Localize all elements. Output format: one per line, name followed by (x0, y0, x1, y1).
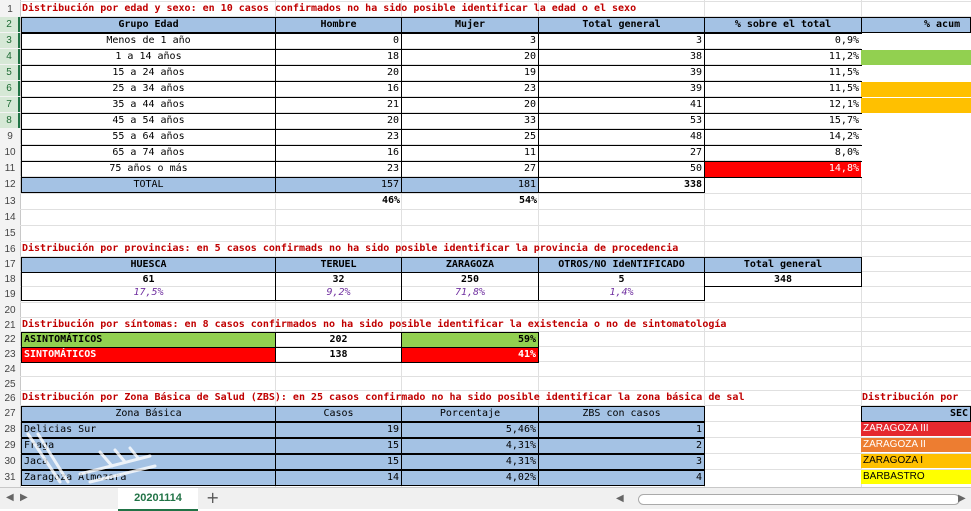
zbs-header-count: ZBS con casos (538, 406, 705, 422)
age-header-female: Mujer (401, 17, 539, 33)
age-male-cell: 18 (275, 49, 402, 66)
age-header-pct: % sobre el total (704, 17, 862, 33)
age-total-cell: 3 (538, 33, 705, 50)
sector-title: Distribución por (862, 392, 959, 403)
zbs-zone-cell: Fraga (21, 438, 276, 454)
age-female-cell: 23 (401, 81, 539, 98)
prov-header-0: HUESCA (21, 257, 276, 273)
age-group-cell: 35 a 44 años (21, 97, 276, 114)
age-group-cell: Menos de 1 año (21, 33, 276, 50)
row-header[interactable]: 4 (0, 49, 20, 64)
age-cum-cell (861, 82, 971, 97)
asint-value: 202 (275, 332, 402, 348)
age-header-total: Total general (538, 17, 705, 33)
age-group-cell: 15 a 24 años (21, 65, 276, 82)
watermark-logo (20, 404, 160, 486)
row-header[interactable]: 18 (4, 274, 16, 285)
row-header[interactable]: 10 (4, 147, 16, 158)
row-header[interactable]: 19 (4, 289, 16, 300)
age-total-cell: 53 (538, 113, 705, 130)
age-total-cell: 27 (538, 145, 705, 162)
age-total-cell: 50 (538, 161, 705, 178)
age-group-cell: 45 a 54 años (21, 113, 276, 130)
prov-pct-3: 1,4% (538, 286, 705, 301)
row-header[interactable]: 11 (4, 163, 16, 174)
sector-cell: ZARAGOZA II (861, 438, 971, 452)
prov-pct-1: 9,2% (275, 286, 402, 301)
age-male-cell: 16 (275, 81, 402, 98)
age-cum-cell (861, 98, 971, 113)
prov-value-4: 348 (704, 272, 862, 287)
zbs-cases-cell: 15 (275, 454, 402, 470)
zbs-pct-cell: 4,31% (401, 438, 539, 454)
horizontal-scrollbar[interactable] (612, 492, 970, 505)
zbs-header-zone: Zona Básica (21, 406, 276, 422)
row-header[interactable]: 31 (4, 472, 16, 483)
age-pct-cell: 0,9% (704, 33, 862, 50)
age-header-group: Grupo Edad (21, 17, 276, 33)
zbs-cases-cell: 19 (275, 422, 402, 438)
age-total-female: 181 (401, 177, 539, 193)
prov-value-1: 32 (275, 272, 402, 287)
row-header[interactable]: 22 (4, 334, 16, 345)
zbs-cases-cell: 14 (275, 470, 402, 486)
age-female-cell: 3 (401, 33, 539, 50)
age-pct-cell: 12,1% (704, 97, 862, 114)
prov-header-2: ZARAGOZA (401, 257, 539, 273)
row-header[interactable]: 14 (4, 212, 16, 223)
age-pct-cell: 11,5% (704, 81, 862, 98)
age-pct-cell: 14,2% (704, 129, 862, 146)
prov-header-1: TERUEL (275, 257, 402, 273)
sector-cell: BARBASTRO (861, 470, 971, 484)
age-total-label: TOTAL (21, 177, 276, 193)
zbs-count-cell: 1 (538, 422, 705, 438)
scroll-thumb[interactable] (638, 494, 960, 505)
prov-header-3: OTROS/NO IdeNTIFICADO (538, 257, 705, 273)
prov-value-2: 250 (401, 272, 539, 287)
row-header[interactable]: 13 (4, 196, 16, 207)
zbs-title: Distribución por Zona Básica de Salud (ZBS): en 25 casos confirmado no ha sido posible identificar la zona básica de sal (22, 392, 745, 403)
age-cum-cell (861, 34, 971, 49)
age-male-cell: 23 (275, 129, 402, 146)
row-header[interactable]: 25 (4, 379, 16, 390)
row-header[interactable]: 9 (7, 131, 13, 142)
age-pct-cell: 11,5% (704, 65, 862, 82)
sector-cell: ZARAGOZA III (861, 422, 971, 436)
age-cum-cell (861, 162, 971, 177)
prov-header-4: Total general (704, 257, 862, 273)
age-female-cell: 25 (401, 129, 539, 146)
pct-male: 46% (381, 195, 400, 206)
age-male-cell: 21 (275, 97, 402, 114)
prov-title: Distribución por provincias: en 5 casos confirmads no ha sido posible identificar la provincia de procedencia (22, 243, 679, 254)
age-female-cell: 19 (401, 65, 539, 82)
row-header[interactable]: 20 (4, 305, 16, 316)
age-male-cell: 20 (275, 65, 402, 82)
sint-title: Distribución por síntomas: en 8 casos confirmados no ha sido posible identificar la existencia o no de sintomatología (22, 319, 727, 330)
row-header[interactable]: 5 (0, 65, 20, 80)
zbs-zone-cell: Jaca (21, 454, 276, 470)
age-group-cell: 1 a 14 años (21, 49, 276, 66)
age-header-male: Hombre (275, 17, 402, 33)
age-cum-cell (861, 130, 971, 145)
zbs-header-pct: Porcentaje (401, 406, 539, 422)
age-total-cell: 48 (538, 129, 705, 146)
row-header[interactable]: 21 (4, 320, 16, 331)
zbs-header-cases: Casos (275, 406, 402, 422)
zbs-pct-cell: 4,31% (401, 454, 539, 470)
zbs-zone-cell: Zaragoza Almozara (21, 470, 276, 486)
age-pct-cell: 15,7% (704, 113, 862, 130)
sheet-tab-active[interactable]: 20201114 (118, 488, 198, 511)
age-male-cell: 20 (275, 113, 402, 130)
row-header[interactable]: 2 (0, 17, 20, 32)
scroll-left-icon[interactable]: ◀ (616, 493, 624, 504)
age-total-cell: 39 (538, 65, 705, 82)
asint-pct: 59% (401, 332, 539, 348)
prov-pct-2: 71,8% (401, 286, 539, 301)
zbs-pct-cell: 5,46% (401, 422, 539, 438)
tab-scroll-right-icon[interactable]: ▶ (20, 492, 28, 503)
sint-value: 138 (275, 347, 402, 363)
sint-label: SINTOMÁTICOS (21, 347, 276, 363)
age-cum-cell (861, 114, 971, 129)
zbs-count-cell: 3 (538, 454, 705, 470)
age-pct-cell: 14,8% (704, 161, 862, 178)
tab-scroll-left-icon[interactable]: ◀ (6, 492, 14, 503)
zbs-zone-cell: Delicias Sur (21, 422, 276, 438)
row-header[interactable]: 26 (4, 393, 16, 404)
age-total-male: 157 (275, 177, 402, 193)
add-sheet-icon[interactable]: + (206, 488, 220, 507)
row-header[interactable]: 16 (4, 244, 16, 255)
age-group-cell: 25 a 34 años (21, 81, 276, 98)
sector-header: SEC (861, 406, 971, 422)
age-cum-cell (861, 50, 971, 65)
age-female-cell: 20 (401, 97, 539, 114)
age-header-cum: % acum (861, 17, 971, 33)
prov-pct-0: 17,5% (21, 286, 276, 301)
age-male-cell: 0 (275, 33, 402, 50)
row-header[interactable]: 1 (7, 4, 13, 15)
row-header[interactable]: 27 (4, 408, 16, 419)
age-group-cell: 65 a 74 años (21, 145, 276, 162)
age-male-cell: 23 (275, 161, 402, 178)
age-total-cell: 38 (538, 49, 705, 66)
age-female-cell: 11 (401, 145, 539, 162)
sector-cell: ZARAGOZA I (861, 454, 971, 468)
zbs-cases-cell: 15 (275, 438, 402, 454)
prov-pct-empty (704, 286, 862, 287)
row-header[interactable]: 30 (4, 456, 16, 467)
prov-value-3: 5 (538, 272, 705, 287)
row-header[interactable]: 6 (0, 81, 20, 96)
pct-female: 54% (518, 195, 537, 206)
age-pct-cell: 8,0% (704, 145, 862, 162)
age-female-cell: 27 (401, 161, 539, 178)
age-title: Distribución por edad y sexo: en 10 casos confirmados no ha sido posible identificar la edad o el sexo (22, 3, 637, 14)
age-group-cell: 75 años o más (21, 161, 276, 178)
age-group-cell: 55 a 64 años (21, 129, 276, 146)
row-header[interactable]: 23 (4, 349, 16, 360)
age-female-cell: 20 (401, 49, 539, 66)
age-pct-cell: 11,2% (704, 49, 862, 66)
zbs-count-cell: 4 (538, 470, 705, 486)
sint-pct: 41% (401, 347, 539, 363)
age-total-all: 338 (538, 177, 705, 193)
age-total-cell: 41 (538, 97, 705, 114)
scroll-right-icon[interactable]: ▶ (958, 493, 966, 504)
row-header[interactable]: 8 (0, 113, 20, 128)
asint-label: ASINTOMÁTICOS (21, 332, 276, 348)
age-cum-cell (861, 146, 971, 161)
age-total-cell: 39 (538, 81, 705, 98)
row-header[interactable]: 29 (4, 440, 16, 451)
sheet-tab-bar (0, 487, 971, 509)
row-header[interactable]: 17 (4, 259, 16, 270)
row-header[interactable]: 24 (4, 364, 16, 375)
prov-value-0: 61 (21, 272, 276, 287)
zbs-count-cell: 2 (538, 438, 705, 454)
age-female-cell: 33 (401, 113, 539, 130)
age-male-cell: 16 (275, 145, 402, 162)
row-header[interactable]: 28 (4, 424, 16, 435)
row-header[interactable]: 3 (0, 33, 20, 48)
row-header[interactable]: 12 (4, 179, 16, 190)
row-header[interactable]: 15 (4, 228, 16, 239)
age-cum-cell (861, 66, 971, 81)
zbs-pct-cell: 4,02% (401, 470, 539, 486)
row-header[interactable]: 7 (0, 97, 20, 112)
